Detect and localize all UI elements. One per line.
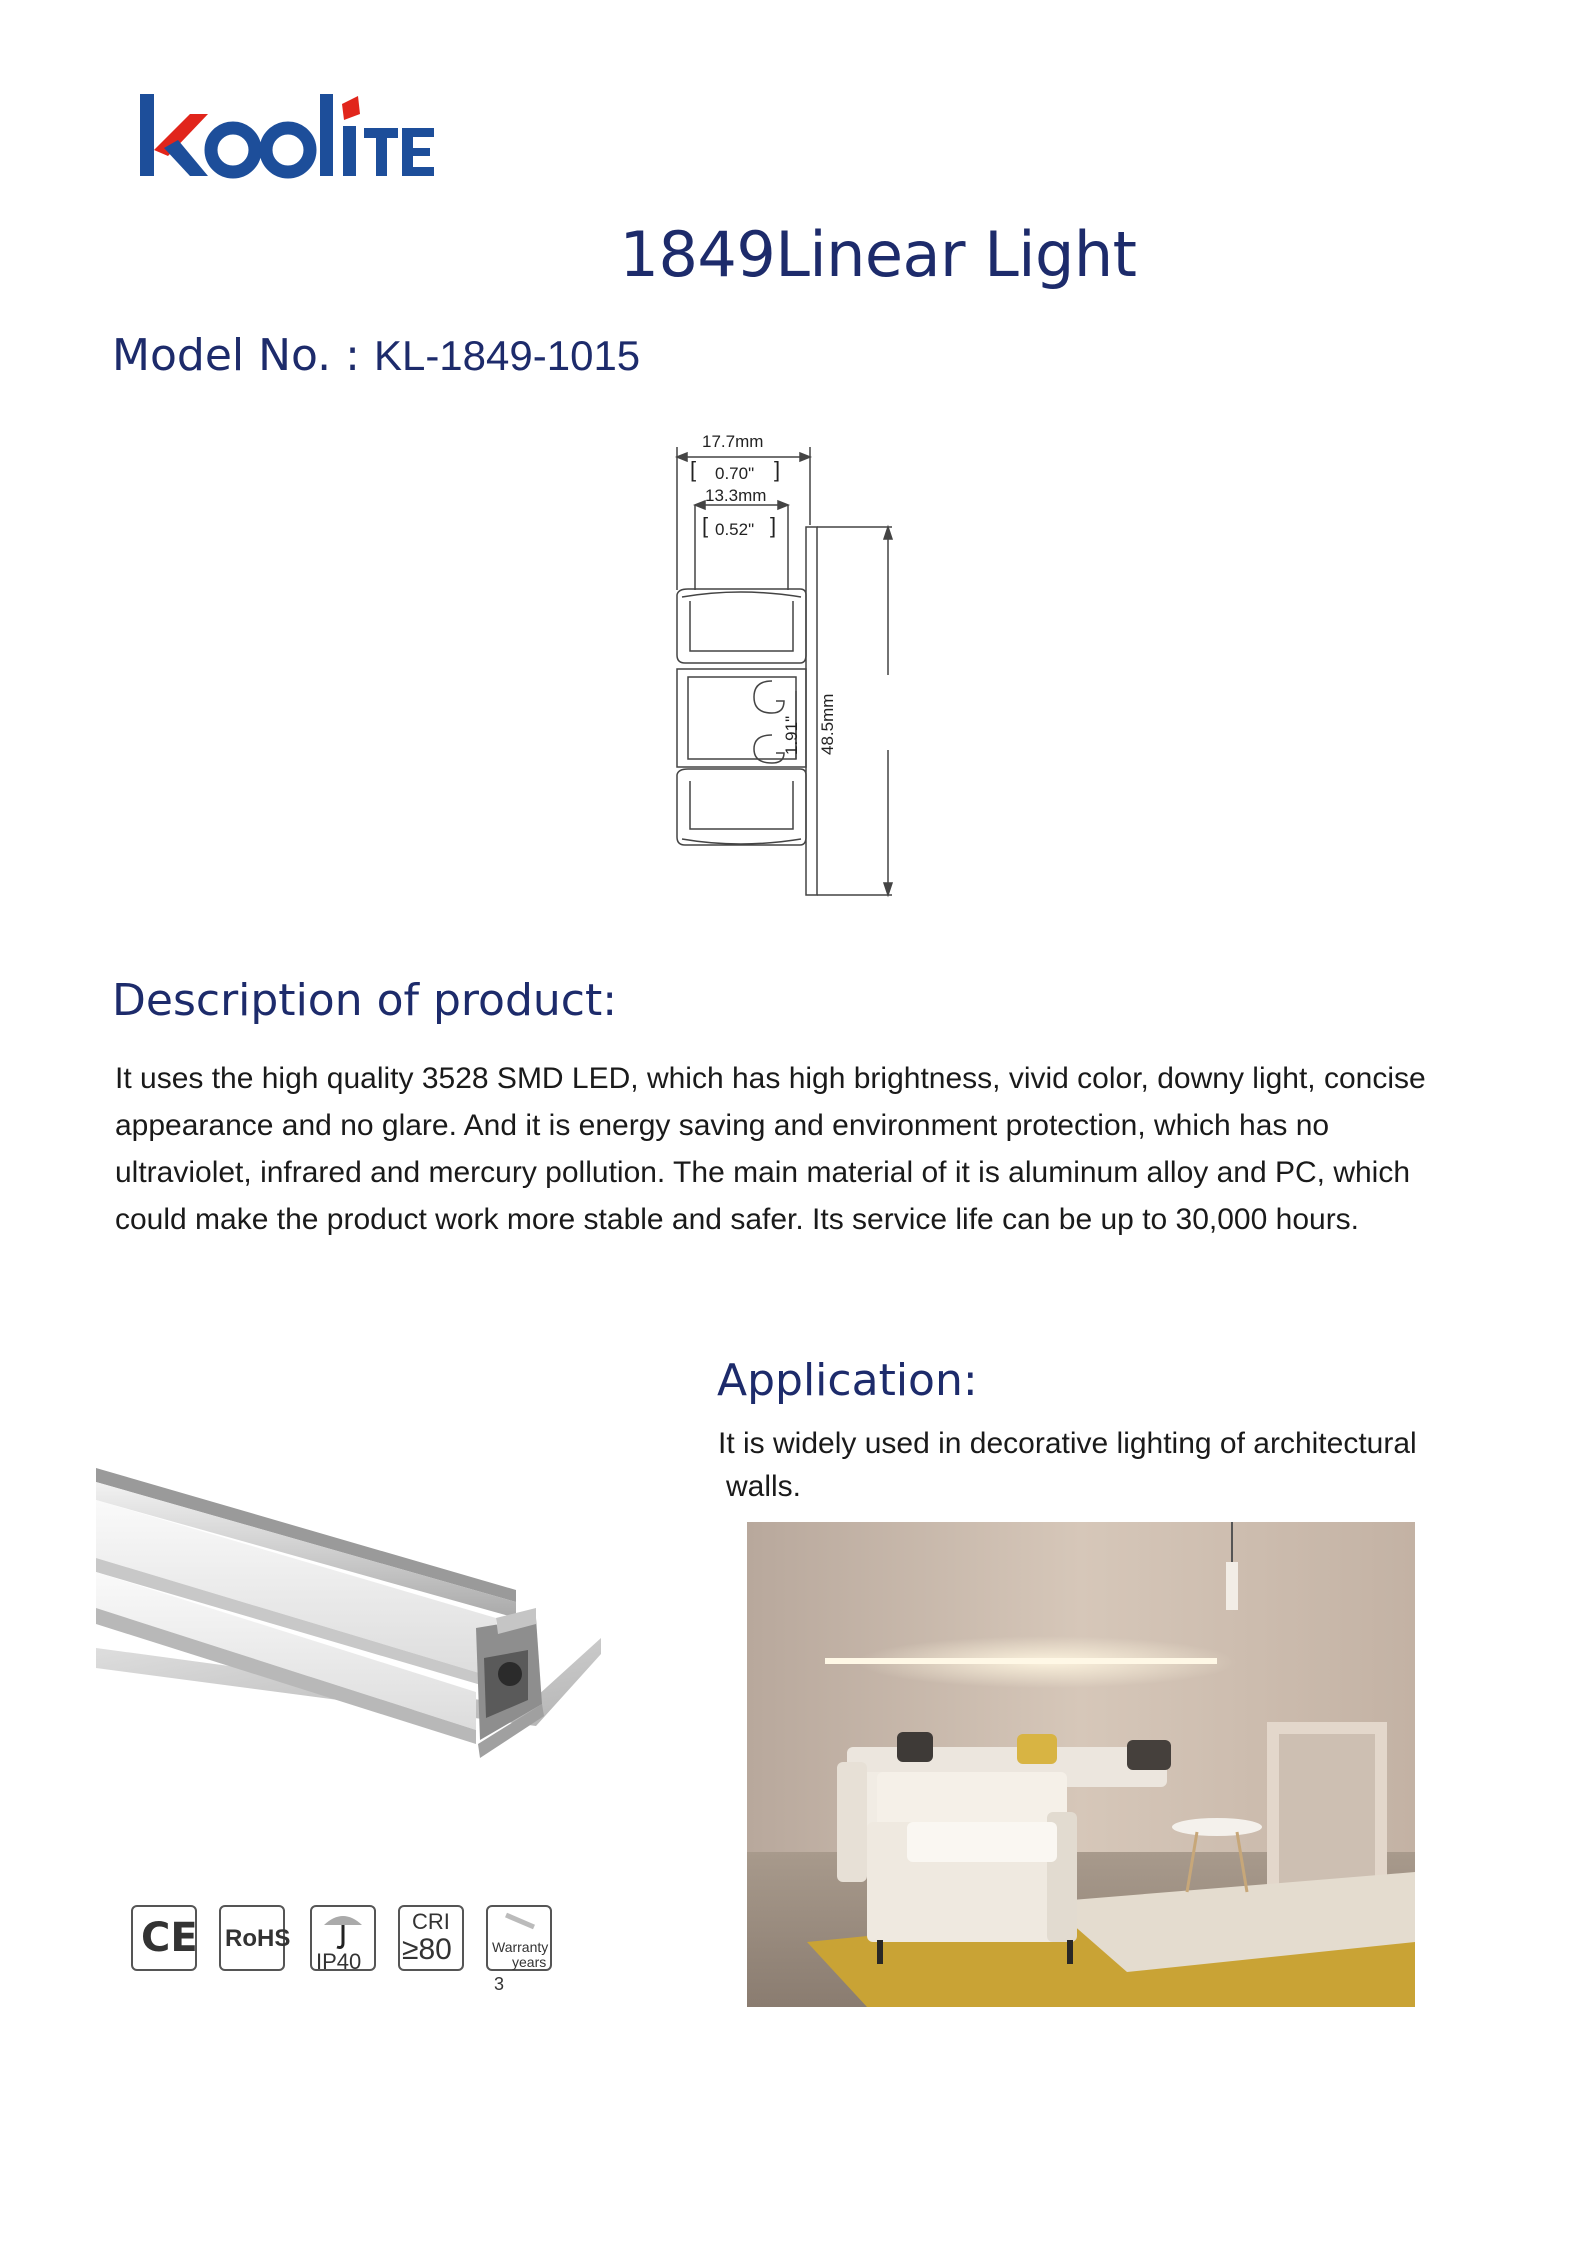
- dim-height-in: 1.91": [782, 715, 801, 755]
- warranty-badge: Warranty years: [486, 1905, 552, 1971]
- dim-outer-in: 0.70": [715, 464, 755, 483]
- description-line: It uses the high quality 3528 SMD LED, which has high brightness, vivid color, downy light, concise: [115, 1062, 1426, 1095]
- dim-height-mm: 48.5mm: [818, 693, 837, 755]
- bracket-right: ]: [774, 457, 781, 482]
- koolite-logo: [138, 92, 438, 184]
- rohs-badge: RoHS: [219, 1905, 285, 1971]
- bracket-left-2: [: [702, 513, 709, 538]
- description-line: could make the product work more stable and safer. Its service life can be up to 30,000 hours.: [115, 1203, 1360, 1236]
- warranty-years: 3: [494, 1974, 505, 1994]
- dim-outer-mm: 17.7mm: [702, 432, 764, 451]
- ip40-badge: IP40: [310, 1905, 376, 1971]
- description-line: ultraviolet, infrared and mercury pollution. The main material of it is aluminum alloy and PC, which: [115, 1156, 1411, 1189]
- application-line: walls.: [726, 1470, 802, 1503]
- umbrella-icon: [312, 1909, 374, 1953]
- profile-drawing: [660, 425, 920, 905]
- description-line: appearance and no glare. And it is energy saving and environment protection, which has no: [115, 1109, 1330, 1142]
- application-text: [718, 1422, 1498, 1508]
- ce-badge: CE: [131, 1905, 197, 1971]
- room-application-photo: [747, 1522, 1415, 2007]
- product-render: [96, 1468, 606, 1788]
- led-strip-icon: [488, 1909, 550, 1933]
- description-text: [115, 1055, 1535, 1243]
- application-heading: Application:: [717, 1355, 978, 1406]
- bracket-left: [: [690, 457, 697, 482]
- model-number: [112, 330, 640, 381]
- description-heading: Description of product:: [112, 975, 618, 1026]
- dim-inner-in: 0.52": [715, 520, 755, 539]
- page-title: 1849Linear Light: [619, 218, 1137, 291]
- application-line: It is widely used in decorative lighting of architectural: [718, 1427, 1417, 1460]
- model-label: Model No. :: [112, 330, 360, 381]
- cri-badge: CRI ≥80: [398, 1905, 464, 1971]
- model-value: KL-1849-1015: [373, 332, 641, 379]
- bracket-right-2: ]: [770, 513, 777, 538]
- dim-inner-mm: 13.3mm: [705, 486, 767, 505]
